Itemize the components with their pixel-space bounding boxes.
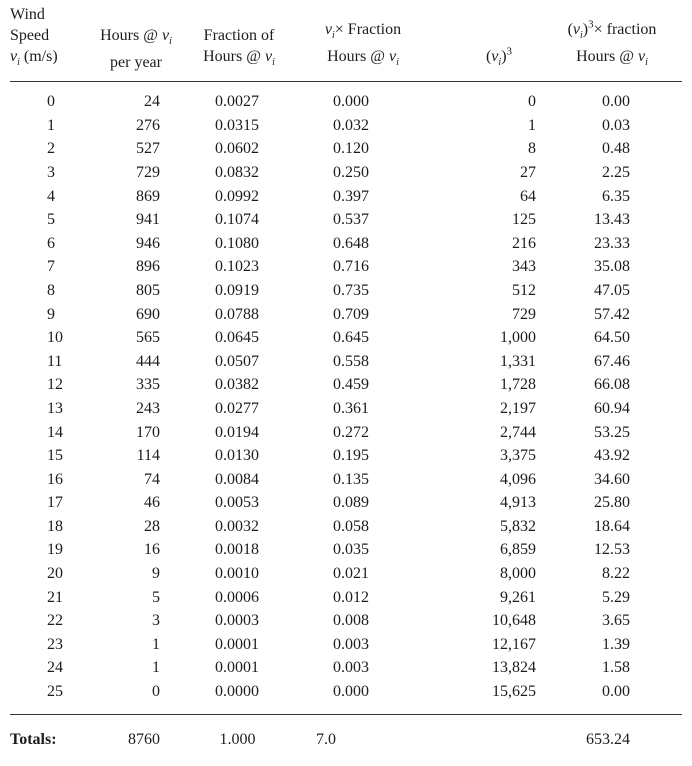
- cell-v-fraction: 0.195: [333, 447, 369, 465]
- cell-wind-speed: 9: [47, 305, 55, 323]
- totals-v-fraction: 7.0: [298, 714, 428, 754]
- cell-wind-speed: 8: [47, 281, 55, 299]
- header-wind-speed: [10, 4, 88, 82]
- totals-power-fraction: 653.24: [542, 714, 682, 754]
- cell-hours: 1: [152, 635, 160, 653]
- cell-hours: 3: [152, 612, 160, 630]
- cell-wind-speed: 4: [47, 187, 55, 205]
- cell-power-fraction: 3.65: [602, 612, 630, 630]
- cell-fraction: 0.1080: [215, 234, 259, 252]
- cell-hours: 0: [152, 683, 160, 701]
- header-line: Wind: [10, 6, 45, 23]
- cell-v-fraction: 0.032: [333, 116, 369, 134]
- cell-wind-speed: 0: [47, 93, 55, 111]
- cell-wind-speed: 6: [47, 234, 55, 252]
- cell-fraction: 0.0001: [215, 659, 259, 677]
- cell-v-cubed: 2,197: [500, 399, 536, 417]
- cell-hours: 941: [136, 211, 160, 229]
- header-line: Fraction of: [203, 27, 275, 44]
- table-row: [10, 137, 682, 161]
- cell-hours: 869: [136, 187, 160, 205]
- cell-wind-speed: 21: [47, 588, 63, 606]
- cell-fraction: 0.0001: [215, 635, 259, 653]
- cell-v-fraction: 0.120: [333, 140, 369, 158]
- table-row: [10, 373, 682, 397]
- cell-power-fraction: 67.46: [594, 352, 630, 370]
- cell-power-fraction: 1.39: [602, 635, 630, 653]
- cell-v-cubed: 1,728: [500, 376, 536, 394]
- cell-power-fraction: 12.53: [594, 541, 630, 559]
- table-row: [10, 468, 682, 492]
- cell-hours: 896: [136, 258, 160, 276]
- cell-v-fraction: 0.003: [333, 659, 369, 677]
- cell-v-fraction: 0.645: [333, 329, 369, 347]
- cell-hours: 729: [136, 163, 160, 181]
- table-row: [10, 609, 682, 633]
- cell-v-fraction: 0.035: [333, 541, 369, 559]
- header-line: per year: [110, 54, 162, 72]
- cell-v-fraction: 0.000: [333, 93, 369, 111]
- cell-wind-speed: 20: [47, 565, 63, 583]
- table-row: [10, 326, 682, 350]
- cell-wind-speed: 2: [47, 140, 55, 158]
- cell-v-fraction: 0.735: [333, 281, 369, 299]
- cell-v-fraction: 0.361: [333, 399, 369, 417]
- cell-fraction: 0.0053: [215, 494, 259, 512]
- cell-v-fraction: 0.250: [333, 163, 369, 181]
- cell-power-fraction: 23.33: [594, 234, 630, 252]
- cell-power-fraction: 47.05: [594, 281, 630, 299]
- cell-hours: 114: [136, 447, 160, 465]
- table-row: [10, 82, 682, 114]
- cell-v-cubed: 4,096: [500, 470, 536, 488]
- cell-power-fraction: 0.03: [602, 116, 630, 134]
- cell-hours: 170: [136, 423, 160, 441]
- cell-v-cubed: 1,000: [500, 329, 536, 347]
- cell-v-cubed: 8,000: [500, 565, 536, 583]
- cell-fraction: 0.1023: [215, 258, 259, 276]
- table-row: [10, 491, 682, 515]
- cell-v-cubed: 512: [512, 281, 536, 299]
- table-row: [10, 350, 682, 374]
- cell-fraction: 0.0032: [215, 517, 259, 535]
- cell-wind-speed: 16: [47, 470, 63, 488]
- table-row: [10, 562, 682, 586]
- cell-wind-speed: 10: [47, 329, 63, 347]
- table-row: [10, 586, 682, 610]
- header-line: $(v_i)^3\times$ fraction: [567, 18, 657, 41]
- cell-power-fraction: 25.80: [594, 494, 630, 512]
- cell-fraction: 0.0010: [215, 565, 259, 583]
- cell-fraction: 0.0027: [215, 93, 259, 111]
- header-v-cubed: [428, 4, 542, 82]
- cell-power-fraction: 8.22: [602, 565, 630, 583]
- cell-v-fraction: 0.021: [333, 565, 369, 583]
- table-row: [10, 397, 682, 421]
- cell-fraction: 0.0315: [215, 116, 259, 134]
- cell-fraction: 0.1074: [215, 211, 259, 229]
- cell-wind-speed: 15: [47, 447, 63, 465]
- totals-cube-empty: [428, 714, 542, 754]
- table-row: [10, 421, 682, 445]
- cell-v-cubed: 1,331: [500, 352, 536, 370]
- cell-fraction: 0.0832: [215, 163, 259, 181]
- cell-v-cubed: 216: [512, 234, 536, 252]
- cell-v-cubed: 729: [512, 305, 536, 323]
- cell-hours: 9: [152, 565, 160, 583]
- table-header: [10, 4, 682, 82]
- cell-power-fraction: 18.64: [594, 517, 630, 535]
- table-row: [10, 680, 682, 714]
- header-line: Speed: [10, 27, 50, 44]
- cell-v-cubed: 8: [528, 140, 536, 158]
- cell-v-cubed: 6,859: [500, 541, 536, 559]
- cell-wind-speed: 18: [47, 517, 63, 535]
- cell-v-fraction: 0.000: [333, 683, 369, 701]
- header-line: Hours @ $v_i$: [576, 48, 648, 69]
- cell-power-fraction: 5.29: [602, 588, 630, 606]
- cell-hours: 805: [136, 281, 160, 299]
- cell-power-fraction: 13.43: [594, 211, 630, 229]
- cell-v-fraction: 0.397: [333, 187, 369, 205]
- cell-v-fraction: 0.003: [333, 635, 369, 653]
- cell-v-fraction: 0.558: [333, 352, 369, 370]
- header-hours-per-year: [88, 4, 180, 82]
- cell-wind-speed: 24: [47, 659, 63, 677]
- cell-power-fraction: 1.58: [602, 659, 630, 677]
- cell-fraction: 0.0084: [215, 470, 259, 488]
- cell-wind-speed: 1: [47, 116, 55, 134]
- cell-hours: 1: [152, 659, 160, 677]
- table-row: [10, 232, 682, 256]
- cell-wind-speed: 22: [47, 612, 63, 630]
- cell-wind-speed: 3: [47, 163, 55, 181]
- cell-hours: 243: [136, 399, 160, 417]
- cell-power-fraction: 60.94: [594, 399, 630, 417]
- cell-v-fraction: 0.008: [333, 612, 369, 630]
- cell-v-cubed: 12,167: [492, 635, 536, 653]
- cell-fraction: 0.0645: [215, 329, 259, 347]
- table-row: [10, 185, 682, 209]
- table-row: [10, 633, 682, 657]
- cell-power-fraction: 0.00: [602, 93, 630, 111]
- cell-power-fraction: 0.00: [602, 683, 630, 701]
- header-line: Hours @ $v_i$: [100, 27, 172, 48]
- header-line: $(v_i)^3$: [485, 45, 513, 69]
- cell-hours: 5: [152, 588, 160, 606]
- cell-v-fraction: 0.537: [333, 211, 369, 229]
- cell-wind-speed: 5: [47, 211, 55, 229]
- cell-v-cubed: 4,913: [500, 494, 536, 512]
- cell-hours: 946: [136, 234, 160, 252]
- header-line: Hours @ $v_i$: [327, 48, 399, 69]
- cell-hours: 28: [144, 517, 160, 535]
- cell-v-cubed: 1: [528, 116, 536, 134]
- cell-hours: 444: [136, 352, 160, 370]
- cell-v-fraction: 0.459: [333, 376, 369, 394]
- cell-fraction: 0.0000: [215, 683, 259, 701]
- cell-power-fraction: 66.08: [594, 376, 630, 394]
- cell-wind-speed: 25: [47, 683, 63, 701]
- cell-wind-speed: 11: [47, 352, 63, 370]
- table-row: [10, 255, 682, 279]
- cell-hours: 335: [136, 376, 160, 394]
- cell-hours: 24: [144, 93, 160, 111]
- header-line: $v_i$ (m/s): [10, 48, 58, 69]
- cell-v-fraction: 0.272: [333, 423, 369, 441]
- cell-v-cubed: 10,648: [492, 612, 536, 630]
- cell-v-fraction: 0.716: [333, 258, 369, 276]
- cell-fraction: 0.0602: [215, 140, 259, 158]
- table-row: [10, 114, 682, 138]
- totals-label: Totals:: [10, 714, 88, 754]
- wind-speed-table: [10, 4, 682, 754]
- totals-section: [10, 714, 682, 754]
- cell-power-fraction: 57.42: [594, 305, 630, 323]
- cell-fraction: 0.0006: [215, 588, 259, 606]
- header-power-fraction: [542, 4, 682, 82]
- totals-hours: 8760: [88, 714, 180, 754]
- cell-fraction: 0.0003: [215, 612, 259, 630]
- cell-v-fraction: 0.058: [333, 517, 369, 535]
- cell-hours: 527: [136, 140, 160, 158]
- cell-v-fraction: 0.709: [333, 305, 369, 323]
- header-line: $v_i\times$ Fraction: [324, 20, 402, 41]
- cell-v-fraction: 0.012: [333, 588, 369, 606]
- cell-wind-speed: 17: [47, 494, 63, 512]
- cell-wind-speed: 14: [47, 423, 63, 441]
- cell-power-fraction: 2.25: [602, 163, 630, 181]
- totals-fraction: 1.000: [180, 714, 298, 754]
- cell-v-cubed: 0: [528, 93, 536, 111]
- cell-wind-speed: 13: [47, 399, 63, 417]
- cell-fraction: 0.0507: [215, 352, 259, 370]
- cell-v-fraction: 0.648: [333, 234, 369, 252]
- cell-wind-speed: 12: [47, 376, 63, 394]
- cell-fraction: 0.0919: [215, 281, 259, 299]
- cell-fraction: 0.0018: [215, 541, 259, 559]
- cell-hours: 46: [144, 494, 160, 512]
- cell-fraction: 0.0130: [215, 447, 259, 465]
- cell-wind-speed: 7: [47, 258, 55, 276]
- cell-power-fraction: 43.92: [594, 447, 630, 465]
- table-row: [10, 161, 682, 185]
- cell-power-fraction: 6.35: [602, 187, 630, 205]
- header-fraction-of-hours: [180, 4, 298, 82]
- cell-v-cubed: 9,261: [500, 588, 536, 606]
- cell-hours: 74: [144, 470, 160, 488]
- cell-power-fraction: 64.50: [594, 329, 630, 347]
- header-line: Hours @ $v_i$: [203, 48, 275, 69]
- cell-v-fraction: 0.089: [333, 494, 369, 512]
- cell-v-cubed: 13,824: [492, 659, 536, 677]
- cell-v-cubed: 3,375: [500, 447, 536, 465]
- table-row: [10, 656, 682, 680]
- cell-v-cubed: 343: [512, 258, 536, 276]
- cell-v-cubed: 125: [512, 211, 536, 229]
- table-row: [10, 208, 682, 232]
- table-row: [10, 515, 682, 539]
- cell-hours: 690: [136, 305, 160, 323]
- cell-v-fraction: 0.135: [333, 470, 369, 488]
- cell-hours: 276: [136, 116, 160, 134]
- cell-hours: 565: [136, 329, 160, 347]
- cell-power-fraction: 53.25: [594, 423, 630, 441]
- cell-hours: 16: [144, 541, 160, 559]
- table-row: [10, 279, 682, 303]
- cell-wind-speed: 19: [47, 541, 63, 559]
- table-row: [10, 538, 682, 562]
- cell-power-fraction: 0.48: [602, 140, 630, 158]
- table-row: [10, 444, 682, 468]
- cell-fraction: 0.0788: [215, 305, 259, 323]
- table-body: [10, 82, 682, 714]
- cell-v-cubed: 64: [520, 187, 536, 205]
- cell-fraction: 0.0992: [215, 187, 259, 205]
- cell-power-fraction: 34.60: [594, 470, 630, 488]
- cell-v-cubed: 27: [520, 163, 536, 181]
- cell-fraction: 0.0277: [215, 399, 259, 417]
- cell-fraction: 0.0382: [215, 376, 259, 394]
- header-v-times-fraction: [298, 4, 428, 82]
- cell-v-cubed: 2,744: [500, 423, 536, 441]
- cell-v-cubed: 5,832: [500, 517, 536, 535]
- cell-v-cubed: 15,625: [492, 683, 536, 701]
- cell-wind-speed: 23: [47, 635, 63, 653]
- table-row: [10, 303, 682, 327]
- cell-power-fraction: 35.08: [594, 258, 630, 276]
- totals-row: [10, 714, 682, 754]
- cell-fraction: 0.0194: [215, 423, 259, 441]
